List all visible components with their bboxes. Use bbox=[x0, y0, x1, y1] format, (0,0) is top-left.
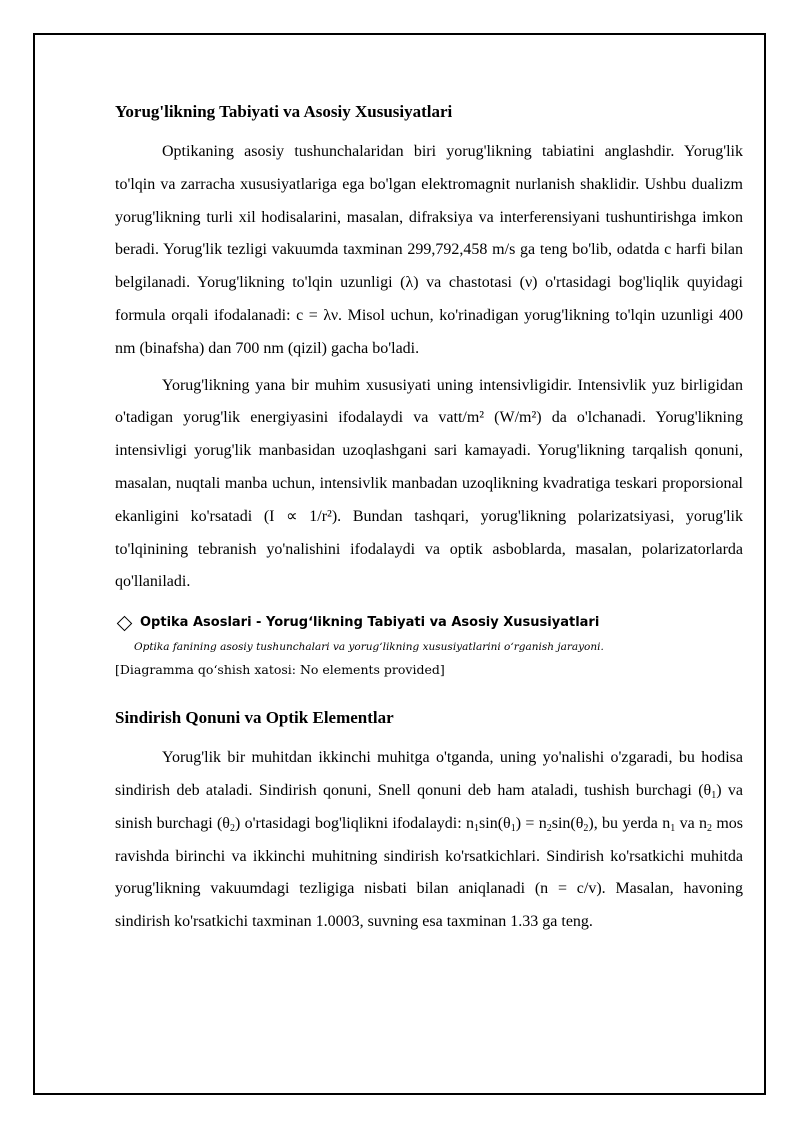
text-run: va n bbox=[675, 814, 708, 832]
diagram-title-row bbox=[115, 613, 743, 633]
section-heading-light-nature: Yorug'likning Tabiyati va Asosiy Xususiyatlari bbox=[115, 102, 453, 121]
paragraph-snell-law bbox=[115, 742, 743, 939]
document-content bbox=[115, 100, 743, 939]
text-run: ) o'rtasidagi bog'liqlikni ifodalaydi: n bbox=[234, 814, 475, 832]
paragraph-light-duality: Optikaning asosiy tushunchalaridan biri yorug'likning tabiatini anglashdir. Yorug'lik to'lqin va zarracha xususiyatlariga ega bo'lgan elektromagnit nurlanish shaklidir. Ushbu dualizm yorug'likning turli xil hodisalarini, masalan, difraksiya va interferensiyani tushuntirishga imkon beradi. Yorug'lik tezligi vakuumda taxminan 299,792,458 m/s ga teng bo'lib, odatda c harfi bilan belgilanadi. Yorug'likning to'lqin uzunligi (λ) va chastotasi (ν) o'rtasidagi bog'liqlik quyidagi formula orqali ifodalanadi: c = λν. Misol uchun, ko'rinadigan yorug'likning to'lqin uzunligi 400 nm (binafsha) dan 700 nm (qizil) gacha bo'ladi. bbox=[115, 143, 743, 357]
diagram-title: Optika Asoslari - Yorugʻlikning Tabiyati va Asosiy Xususiyatlari bbox=[140, 615, 600, 631]
text-run: sin(θ bbox=[479, 814, 511, 832]
subscript: 1 bbox=[474, 822, 480, 834]
paragraph-light-intensity: Yorug'likning yana bir muhim xususiyati uning intensivligidir. Intensivlik yuz birligidan o'tadigan yorug'lik energiyasini ifodalaydi va vatt/m² (W/m²) da o'lchanadi. Yorug'likning intensivligi yorug'lik manbasidan uzoqlashgani sari kamayadi. Yorug'likning tarqalish qonuni, masalan, nuqtali manba uchun, intensivlik manbadan uzoqlikning kvadratiga teskari proporsional ekanligini ko'rsatadi (I ∝ 1/r²). Bundan tashqari, yorug'likning polarizatsiyasi, yorug'lik to'lqinining tebranish yo'nalishini ifodalaydi va optik asboblarda, masalan, polarizatorlarda qo'llaniladi. bbox=[115, 376, 743, 591]
diagram-error-message: [Diagramma qoʻshish xatosi: No elements provided] bbox=[115, 662, 445, 678]
text-run: sin(θ bbox=[551, 814, 584, 832]
text-run: mos ravishda birinchi va ikkinchi muhitning sindirish ko'rsatkichlari. Sindirish ko'rsatkichi muhitda yorug'likning vakuumdagi tezligiga nisbati bilan aniqlanadi (n = c/v). Masalan, havoning sindirish ko'rsatkichi taxminan 1.0003, suvning esa taxminan 1.33 ga teng. bbox=[115, 814, 744, 931]
subscript: 2 bbox=[229, 822, 235, 834]
subscript: 1 bbox=[510, 822, 516, 834]
diamond-icon bbox=[117, 615, 133, 631]
diagram-caption: Optika fanining asosiy tushunchalari va yorugʻlikning xususiyatlarini oʻrganish jarayoni. bbox=[134, 641, 604, 654]
text-run: ), bu yerda n bbox=[588, 814, 671, 832]
text-run: ) = n bbox=[515, 814, 547, 832]
text-run: ) va sinish burchagi (θ bbox=[115, 781, 743, 832]
diagram-block bbox=[115, 613, 743, 679]
section-refraction bbox=[115, 706, 743, 939]
subscript: 2 bbox=[583, 822, 589, 834]
section-heading-refraction: Sindirish Qonuni va Optik Elementlar bbox=[115, 708, 394, 728]
subscript: 1 bbox=[670, 822, 676, 834]
subscript: 2 bbox=[707, 822, 713, 834]
subscript: 2 bbox=[546, 822, 552, 834]
subscript: 1 bbox=[711, 789, 717, 801]
text-run: Yorug'lik bir muhitdan ikkinchi muhitga o'tganda, uning yo'nalishi o'zgaradi, bu hodisa sindirish deb ataladi. Sindirish qonuni, Snell qonuni deb ham ataladi, tushish burchagi (θ bbox=[115, 749, 743, 799]
